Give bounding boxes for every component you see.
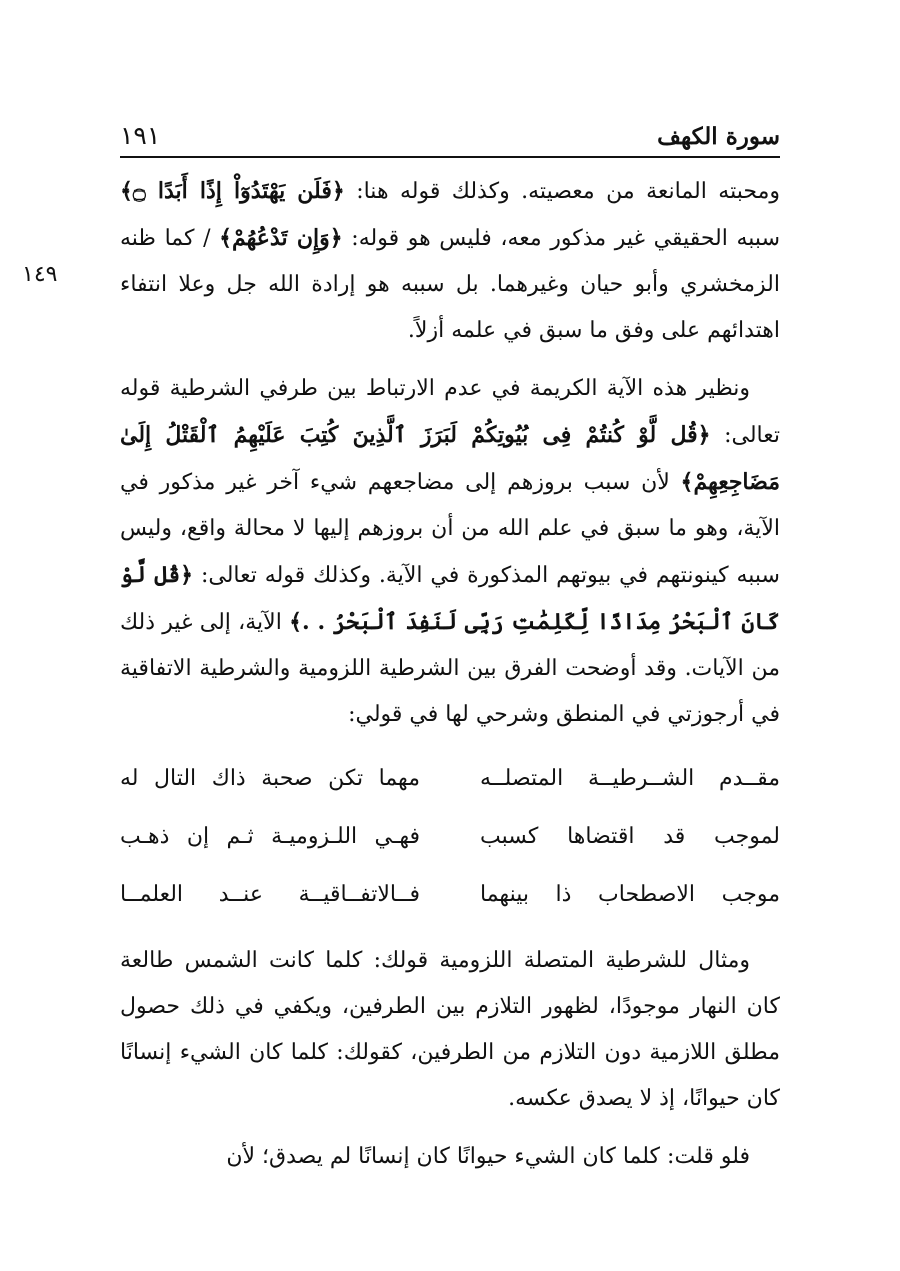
page-number: ١٩١ xyxy=(120,121,161,150)
paragraph-text: ومثال للشرطية المتصلة اللزومية قولك: كلما كانت الشمس طالعة كان النهار موجودًا، لظهور التلازم بين الطرفين، ويكفي في ذلك حصول مطلق اللازمية دون التلازم من الطرفين، كقولك: كلما كان الشيء إنسانًا كان حيوانًا، إذ لا يصدق عكسه. xyxy=(120,948,780,1111)
paragraph-text: / كما ظنه الزمخشري وأبو حيان وغيرهما. بل سببه هو إرادة الله جل وعلا انتفاء اهتدائهم على وفق ما سبق في علمه أزلاً. xyxy=(120,226,780,343)
main-text xyxy=(120,168,780,1192)
paragraph-text: فلو قلت: كلما كان الشيء حيوانًا كان إنسانًا لم يصدق؛ لأن xyxy=(226,1144,750,1169)
poem-verse xyxy=(120,866,780,924)
quran-quote: ﴿وَإِن تَدْعُهُمْ﴾ xyxy=(219,225,343,251)
page-header xyxy=(120,112,780,158)
paragraph-text: سببه الحقيقي غير مذكور معه، فليس هو قوله: xyxy=(342,226,780,251)
paragraph-text: الآية، إلى غير ذلك من الآيات. وقد أوضحت الفرق بين الشرطية اللزومية والشرطية الاتفاقية في أرجوزتي في المنطق وشرحي لها في قولي: xyxy=(120,610,780,727)
verse-first-hemistich: موجب الاصطحاب ذا بينهما xyxy=(480,882,780,907)
poem xyxy=(120,750,780,924)
poem-verse xyxy=(120,808,780,866)
paragraph-text: ومحبته المانعة من معصيته. وكذلك قوله هنا: xyxy=(344,179,780,204)
verse-first-hemistich: مقــدم الشــرطيــة المتصلــه xyxy=(480,766,780,791)
quran-quote: ﴿قُل لَّوْ كَانَ ٱلْبَحْرُ مِدَادًا لِّكَلِمَٰتِ رَبِّى لَنَفِدَ ٱلْبَحْرُ . .﴾ xyxy=(120,562,780,635)
paragraph-text: ونظير هذه الآية الكريمة في عدم الارتباط بين طرفي الشرطية قوله تعالى: xyxy=(120,376,780,448)
verse-second-hemistich: فــالاتفــاقيــة عنــد العلمــا xyxy=(120,882,420,907)
verse-second-hemistich: مهما تكن صحبة ذاك التال له xyxy=(120,766,420,791)
margin-page-reference: ١٤٩ xyxy=(22,262,58,287)
quran-quote: ﴿قُل لَّوْ كُنتُمْ فِى بُيُوتِكُمْ لَبَرَزَ ٱلَّذِينَ كُتِبَ عَلَيْهِمُ ٱلْقَتْلُ إِلَىٰ مَضَاجِعِهِمْ﴾ xyxy=(120,422,780,495)
paragraph-3 xyxy=(120,938,780,1122)
poem-verse xyxy=(120,750,780,808)
paragraph-1 xyxy=(120,168,780,354)
verse-first-hemistich: لموجب قد اقتضاها كسبب xyxy=(480,824,780,849)
paragraph-text: لأن سبب بروزهم إلى مضاجعهم شيء آخر غير مذكور في الآية، وهو ما سبق في علم الله من أن بروزهم إليها لا محالة واقع، وليس سببه كينونتهم في بيوتهم المذكورة في الآية. وكذلك قوله تعالى: xyxy=(120,470,780,588)
quran-quote: ﴿فَلَن يَهْتَدُوٓاْ إِذًا أَبَدًا ۝﴾ xyxy=(120,178,345,204)
paragraph-2 xyxy=(120,366,780,738)
verse-second-hemistich: فهـي اللـزوميـة ثـم إن ذهـب xyxy=(120,824,420,849)
paragraph-4 xyxy=(120,1134,780,1180)
surah-title: سورة الكهف xyxy=(657,123,780,150)
